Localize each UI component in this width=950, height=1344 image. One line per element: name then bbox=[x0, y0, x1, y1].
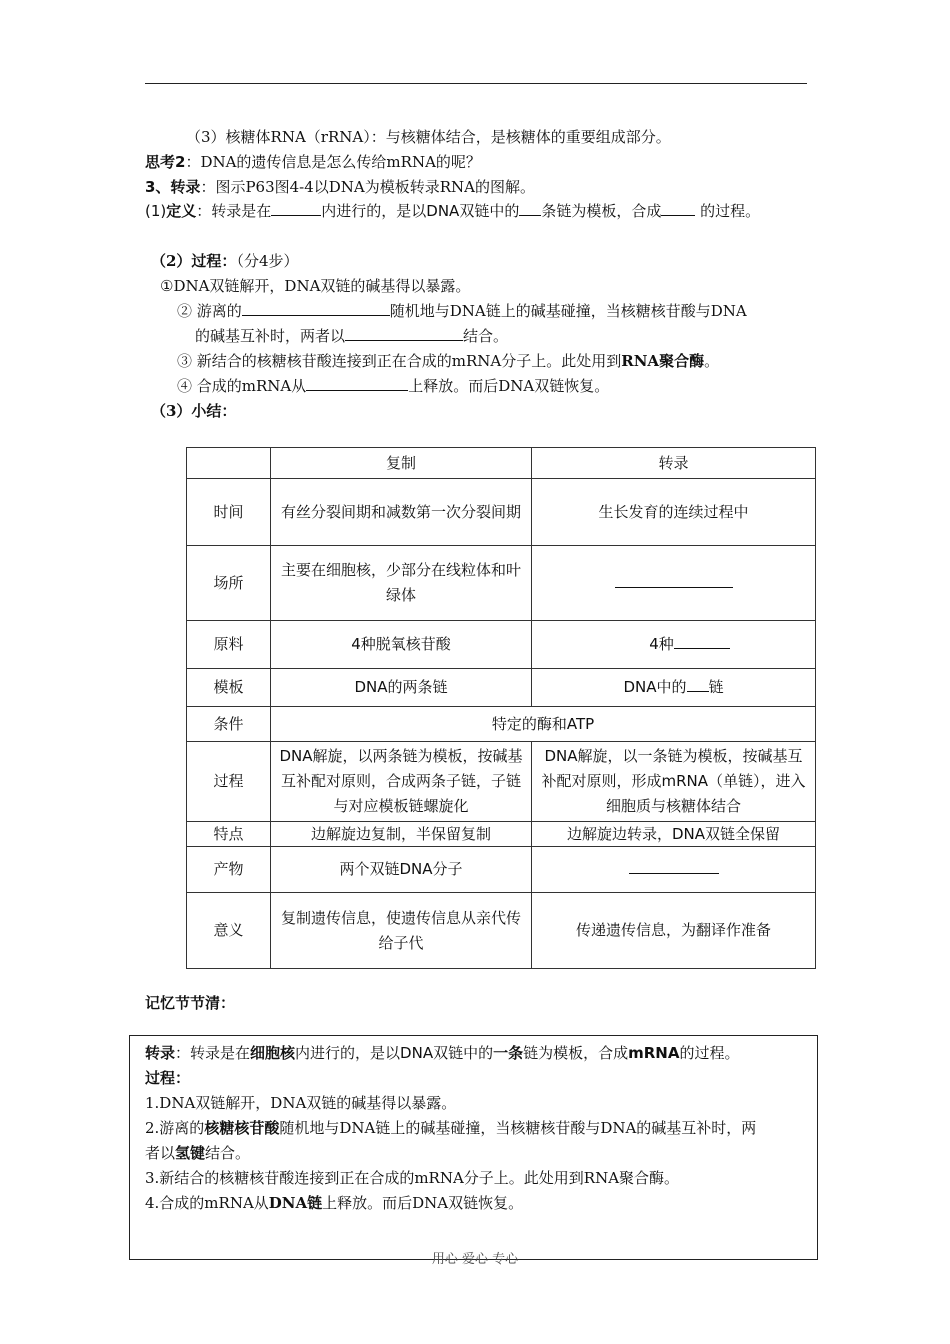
transcription-intro bbox=[145, 176, 535, 198]
definition-text-2: 内进行的，是以DNA双链中的 bbox=[321, 202, 520, 220]
row-label: 条件 bbox=[187, 707, 271, 742]
think-label: 思考2 bbox=[145, 153, 186, 171]
row-label: 意义 bbox=[187, 893, 271, 969]
replication-cell: DNA的两条链 bbox=[271, 669, 532, 707]
memory-s4-a: 4.合成的mRNA从 bbox=[145, 1194, 269, 1212]
row-label: 模板 bbox=[187, 669, 271, 707]
blank-transcription-site[interactable] bbox=[615, 573, 733, 588]
transcription-cell: 传递遗传信息，为翻译作准备 bbox=[532, 893, 816, 969]
table-row bbox=[187, 742, 816, 822]
header-cell-replication: 复制 bbox=[271, 448, 532, 479]
definition-label: 定义 bbox=[166, 202, 197, 220]
definition-text-3: 条链为模板，合成 bbox=[541, 202, 662, 220]
memory-heading: 记忆节节清： bbox=[145, 994, 236, 1012]
memory-s2-c: 随机地与DNA链上的碱基碰撞，当核糖核苷酸与DNA的碱基互补时，两 bbox=[279, 1119, 757, 1137]
transcription-cell: 边解旋边转录，DNA双链全保留 bbox=[532, 822, 816, 847]
memory-s4-b: DNA链 bbox=[268, 1194, 323, 1212]
row-label: 原料 bbox=[187, 621, 271, 669]
row-label: 场所 bbox=[187, 546, 271, 621]
step2-text-b: 随机地与DNA链上的碱基碰撞，当核糖核苷酸与DNA bbox=[389, 302, 747, 320]
memory-step-1: 1.DNA双链解开，DNA双链的碱基得以暴露。 bbox=[145, 1094, 457, 1112]
template-prefix: DNA中的 bbox=[623, 678, 687, 696]
step3-text-c: 。 bbox=[704, 352, 720, 370]
row-label: 特点 bbox=[187, 822, 271, 847]
step2-text-c: 的碱基互补时，两者以 bbox=[195, 327, 346, 345]
table-row bbox=[187, 546, 816, 621]
transcription-cell bbox=[532, 847, 816, 893]
memory-transcription-label: 转录 bbox=[145, 1044, 176, 1062]
memory-process-label: 过程： bbox=[145, 1069, 191, 1087]
table-row bbox=[187, 621, 816, 669]
memory-t7: 的过程。 bbox=[679, 1044, 740, 1062]
header-cell-transcription: 转录 bbox=[532, 448, 816, 479]
replication-cell: 有丝分裂间期和减数第一次分裂间期 bbox=[271, 479, 532, 546]
template-suffix: 链 bbox=[708, 678, 724, 696]
step3-text-a: ③ 新结合的核糖核苷酸连接到正在合成的mRNA分子上。此处用到 bbox=[177, 352, 622, 370]
blank-product-cell[interactable] bbox=[629, 859, 719, 874]
definition-text-1: ：转录是在 bbox=[196, 202, 272, 220]
table-row bbox=[187, 479, 816, 546]
comparison-table bbox=[186, 447, 816, 969]
step2-text-a: ② 游离的 bbox=[177, 302, 242, 320]
memory-t2: 细胞核 bbox=[250, 1044, 296, 1062]
replication-cell: 两个双链DNA分子 bbox=[271, 847, 532, 893]
table-header-row bbox=[187, 448, 816, 479]
table-row bbox=[187, 893, 816, 969]
process-step-2 bbox=[177, 300, 747, 322]
blank-product[interactable] bbox=[661, 201, 695, 216]
table-row bbox=[187, 822, 816, 847]
rrna-line: （3）核糖体RNA（rRNA）：与核糖体结合，是核糖体的重要组成部分。 bbox=[186, 128, 671, 146]
memory-s2-f: 结合。 bbox=[205, 1144, 251, 1162]
memory-t6: mRNA bbox=[628, 1044, 680, 1062]
transcription-label: 3、转录 bbox=[145, 178, 201, 196]
transcription-cell: DNA解旋，以一条链为模板，按碱基互补配对原则，形成mRNA（单链），进入细胞质与核糖体结合 bbox=[532, 742, 816, 822]
replication-cell: DNA解旋，以两条链为模板，按碱基互补配对原则，合成两条子链，子链与对应模板链螺旋化 bbox=[271, 742, 532, 822]
memory-step-3: 3.新结合的核糖核苷酸连接到正在合成的mRNA分子上。此处用到RNA聚合酶。 bbox=[145, 1169, 680, 1187]
process-heading-note: （分4步） bbox=[236, 252, 299, 270]
replication-cell: 复制遗传信息，使遗传信息从亲代传给子代 bbox=[271, 893, 532, 969]
row-label: 产物 bbox=[187, 847, 271, 893]
blank-raw-material[interactable] bbox=[674, 634, 730, 649]
transcription-cell: 生长发育的连续过程中 bbox=[532, 479, 816, 546]
process-heading-label: （2）过程： bbox=[151, 252, 237, 270]
transcription-text: ：图示P63图4-4以DNA为模板转录RNA的图解。 bbox=[200, 178, 536, 196]
process-heading bbox=[151, 250, 299, 272]
memory-s4-c: 上释放。而后DNA双链恢复。 bbox=[322, 1194, 524, 1212]
table-row bbox=[187, 669, 816, 707]
row-label: 时间 bbox=[187, 479, 271, 546]
transcription-cell bbox=[532, 546, 816, 621]
blank-bond[interactable] bbox=[345, 326, 463, 341]
memory-t3: 内进行的，是以DNA双链中的 bbox=[295, 1044, 494, 1062]
definition-text-4: 的过程。 bbox=[695, 202, 761, 220]
blank-free-nucleotides[interactable] bbox=[242, 301, 390, 316]
blank-location[interactable] bbox=[271, 201, 321, 216]
step4-text-a: ④ 合成的mRNA从 bbox=[177, 377, 307, 395]
table-row bbox=[187, 847, 816, 893]
memory-step-4 bbox=[145, 1192, 523, 1214]
row-label: 过程 bbox=[187, 742, 271, 822]
think-text: ：DNA的遗传信息是怎么传给mRNA的呢？ bbox=[185, 153, 481, 171]
memory-t5: 链为模板，合成 bbox=[523, 1044, 629, 1062]
memory-s2-e: 氢键 bbox=[175, 1144, 206, 1162]
merged-condition-cell: 特定的酶和ATP bbox=[271, 707, 816, 742]
memory-step-2 bbox=[145, 1117, 756, 1139]
transcription-cell bbox=[532, 621, 816, 669]
raw-material-prefix: 4种 bbox=[649, 635, 674, 653]
memory-s2-b: 核糖核苷酸 bbox=[204, 1119, 280, 1137]
definition-prefix: (1) bbox=[145, 202, 167, 220]
memory-s2-d: 者以 bbox=[145, 1144, 176, 1162]
memory-step-2-cont bbox=[145, 1142, 250, 1164]
transcription-cell bbox=[532, 669, 816, 707]
step4-text-b: 上释放。而后DNA双链恢复。 bbox=[408, 377, 610, 395]
replication-cell: 4种脱氧核苷酸 bbox=[271, 621, 532, 669]
header-rule bbox=[145, 83, 807, 84]
think-question bbox=[145, 151, 481, 173]
rna-polymerase: RNA聚合酶 bbox=[621, 352, 705, 370]
process-step-4 bbox=[177, 375, 609, 397]
blank-template-strand[interactable] bbox=[687, 677, 709, 692]
table-row bbox=[187, 707, 816, 742]
definition-line bbox=[145, 200, 760, 222]
step2-text-d: 结合。 bbox=[463, 327, 509, 345]
replication-cell: 主要在细胞核，少部分在线粒体和叶绿体 bbox=[271, 546, 532, 621]
process-step-3 bbox=[177, 350, 719, 372]
page-footer: 用心 爱心 专心 bbox=[431, 1252, 519, 1267]
blank-release-from[interactable] bbox=[306, 376, 408, 391]
blank-strand-count[interactable] bbox=[519, 201, 541, 216]
summary-heading: （3）小结： bbox=[151, 402, 237, 420]
replication-cell: 边解旋边复制，半保留复制 bbox=[271, 822, 532, 847]
header-cell-empty bbox=[187, 448, 271, 479]
memory-s2-a: 2.游离的 bbox=[145, 1119, 205, 1137]
process-step-1: ①DNA双链解开，DNA双链的碱基得以暴露。 bbox=[160, 277, 471, 295]
memory-transcription-line bbox=[145, 1042, 739, 1064]
process-step-2-cont bbox=[195, 325, 508, 347]
memory-t1: ：转录是在 bbox=[175, 1044, 251, 1062]
memory-t4: 一条 bbox=[493, 1044, 524, 1062]
